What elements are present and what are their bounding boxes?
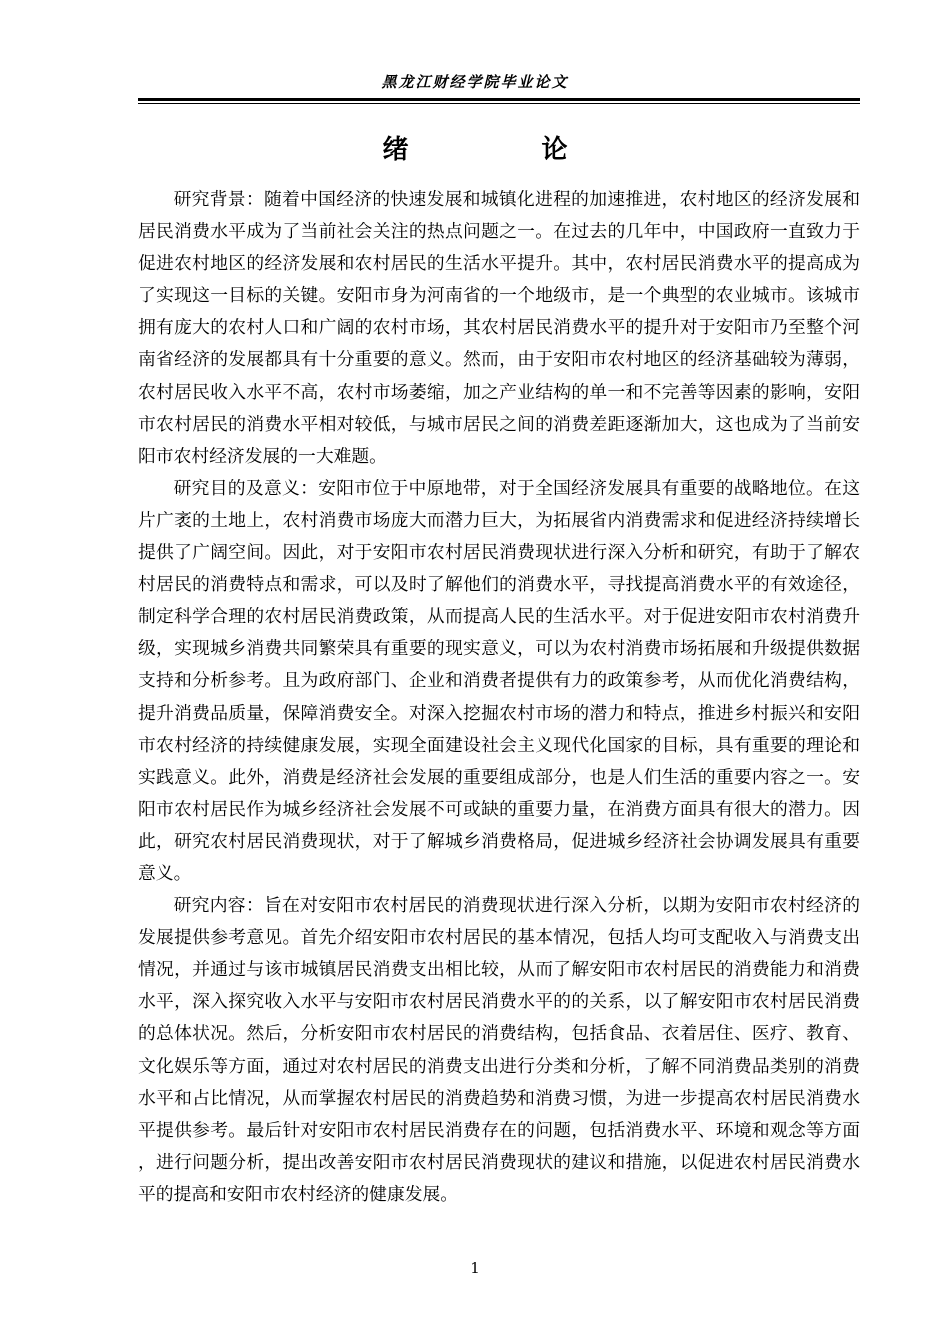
header-rule-thick: [138, 98, 860, 101]
body-text: [138, 184, 860, 1211]
paragraph-research-background: 研究背景：随着中国经济的快速发展和城镇化进程的加速推进，农村地区的经济发展和居民消费水平成为了当前社会关注的热点问题之一。在过去的几年中，中国政府一直致力于促进农村地区的经济发展和农村居民的生活水平提升。其中，农村居民消费水平的提高成为了实现这一目标的关键。安阳市身为河南省的一个地级市，是一个典型的农业城市。该城市拥有庞大的农村人口和广阔的农村市场，其农村居民消费水平的提升对于安阳市乃至整个河南省经济的发展都具有十分重要的意义。然而，由于安阳市农村地区的经济基础较为薄弱，农村居民收入水平不高，农村市场萎缩，加之产业结构的单一和不完善等因素的影响，安阳市农村居民的消费水平相对较低，与城市居民之间的消费差距逐渐加大，这也成为了当前安阳市农村经济发展的一大难题。: [138, 189, 860, 467]
running-header: 黑龙江财经学院毕业论文: [381, 73, 569, 91]
page-title: 绪 论: [382, 135, 610, 165]
page-number: 1: [470, 1259, 480, 1277]
paragraph-research-content: 研究内容：旨在对安阳市农村居民的消费现状进行深入分析，以期为安阳市农村经济的发展提供参考意见。首先介绍安阳市农村居民的基本情况，包括人均可支配收入与消费支出情况，并通过与该市城镇居民消费支出相比较，从而了解安阳市农村居民的消费能力和消费水平，深入探究收入水平与安阳市农村居民消费水平的的关系，以了解安阳市农村居民消费的总体状况。然后，分析安阳市农村居民的消费结构，包括食品、衣着居住、医疗、教育、文化娱乐等方面，通过对农村居民的消费支出进行分类和分析，了解不同消费品类别的消费水平和占比情况，从而掌握农村居民的消费趋势和消费习惯，为进一步提高农村居民消费水平提供参考。最后针对安阳市农村居民消费存在的问题，包括消费水平、环境和观念等方面，进行问题分析，提出改善安阳市农村居民消费现状的建议和措施，以促进农村居民消费水平的提高和安阳市农村经济的健康发展。: [138, 895, 860, 1205]
header-rule-thin: [138, 103, 860, 104]
paragraph-research-purpose: 研究目的及意义：安阳市位于中原地带，对于全国经济发展具有重要的战略地位。在这片广袤的土地上，农村消费市场庞大而潜力巨大，为拓展省内消费需求和促进经济持续增长提供了广阔空间。因此，对于安阳市农村居民消费现状进行深入分析和研究，有助于了解农村居民的消费特点和需求，可以及时了解他们的消费水平，寻找提高消费水平的有效途径，制定科学合理的农村居民消费政策，从而提高人民的生活水平。对于促进安阳市农村消费升级，实现城乡消费共同繁荣具有重要的现实意义，可以为农村消费市场拓展和升级提供数据支持和分析参考。且为政府部门、企业和消费者提供有力的政策参考，从而优化消费结构，提升消费品质量，保障消费安全。对深入挖掘农村市场的潜力和特点，推进乡村振兴和安阳市农村经济的持续健康发展，实现全面建设社会主义现代化国家的目标，具有重要的理论和实践意义。此外，消费是经济社会发展的重要组成部分，也是人们生活的重要内容之一。安阳市农村居民作为城乡经济社会发展不可或缺的重要力量，在消费方面具有很大的潜力。因此，研究农村居民消费现状，对于了解城乡消费格局，促进城乡经济社会协调发展具有重要意义。: [138, 477, 860, 884]
